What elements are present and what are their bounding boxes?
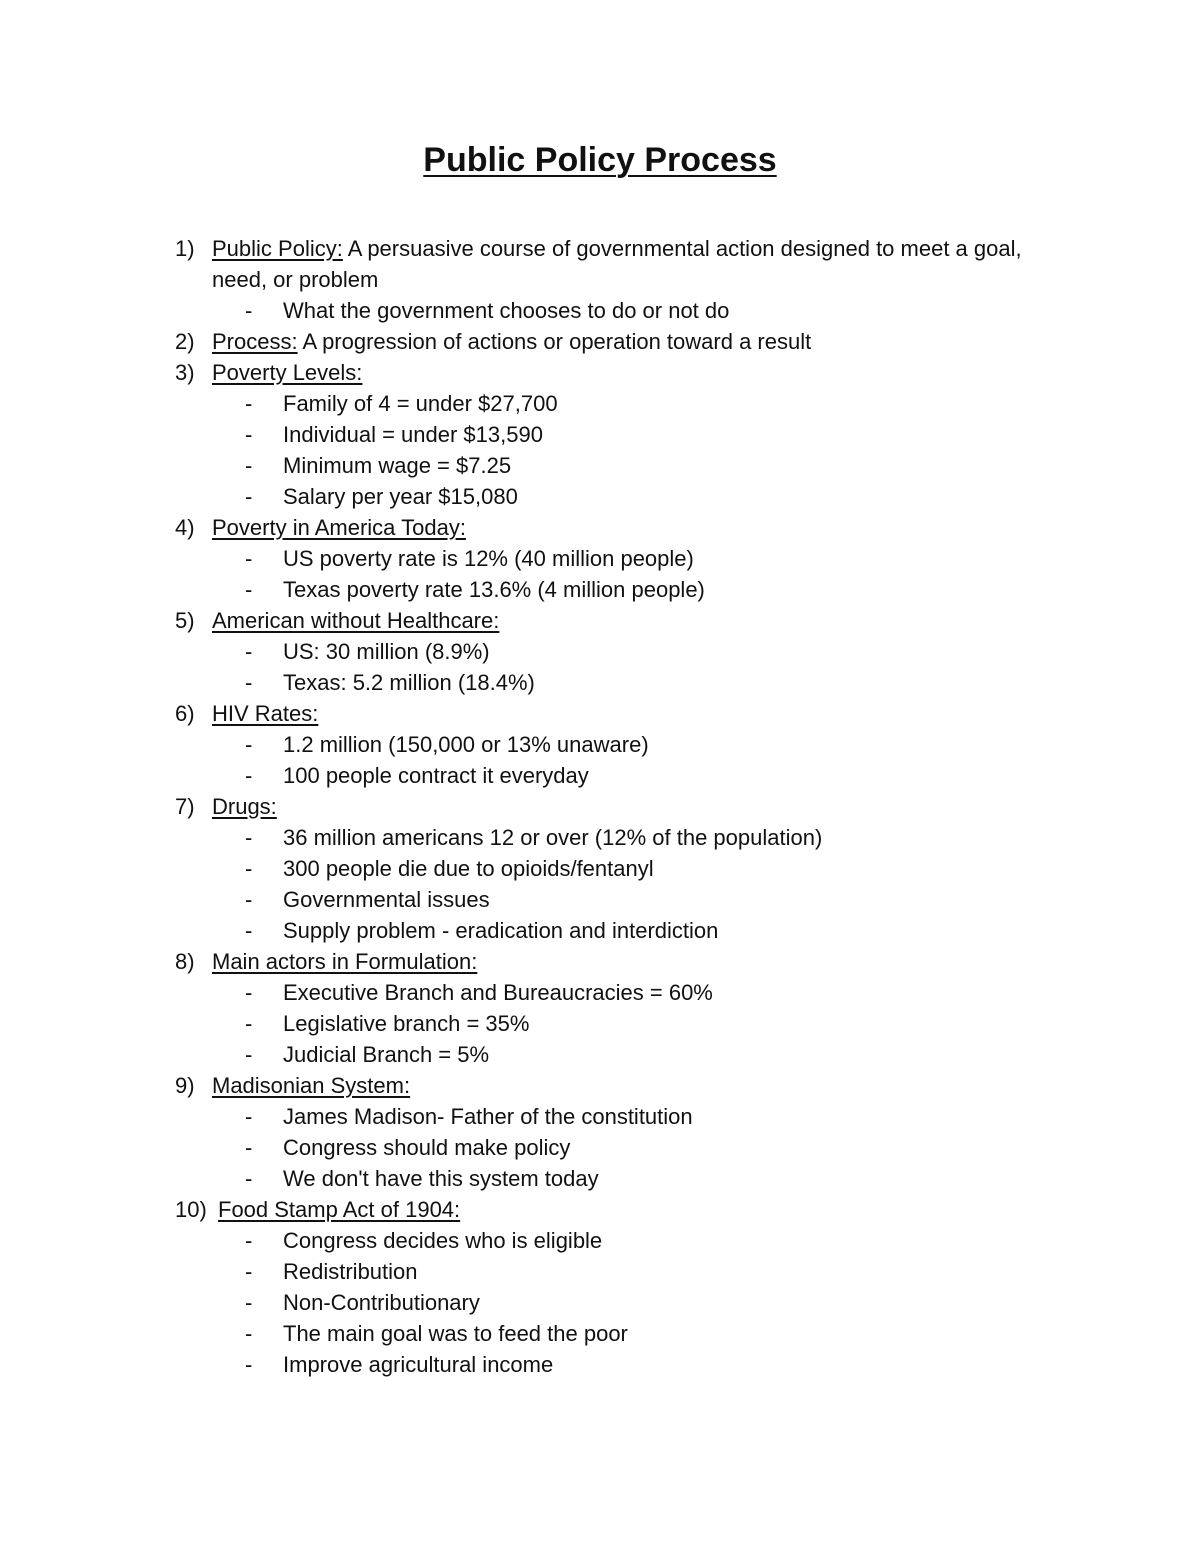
sub-item (0, 543, 1200, 574)
item-number: 6) (175, 701, 195, 726)
sub-item (0, 1287, 1200, 1318)
sub-item-text: US poverty rate is 12% (40 million people) (283, 546, 694, 571)
dash-bullet: - (245, 1290, 253, 1315)
sub-item-text: Minimum wage = $7.25 (283, 453, 512, 478)
item-number: 9) (175, 1073, 195, 1098)
item-number: 10) (175, 1197, 207, 1222)
sub-item (0, 667, 1200, 698)
dash-bullet: - (245, 453, 253, 478)
dash-bullet: - (245, 918, 253, 943)
sub-item (0, 295, 1200, 326)
dash-bullet: - (245, 670, 253, 695)
dash-bullet: - (245, 484, 253, 509)
item-number: 5) (175, 608, 195, 633)
sub-item (0, 1101, 1200, 1132)
dash-bullet: - (245, 732, 253, 757)
notes-list (0, 233, 1200, 1380)
sub-item-text: 36 million americans 12 or over (12% of the population) (283, 825, 823, 850)
sub-item-text: Non-Contributionary (283, 1290, 480, 1315)
sub-item-text: Supply problem - eradication and interdiction (283, 918, 719, 943)
sub-item (0, 853, 1200, 884)
list-item (0, 946, 1200, 977)
list-item (0, 698, 1200, 729)
sub-item-text: Improve agricultural income (283, 1352, 554, 1377)
sub-item-text: Legislative branch = 35% (283, 1011, 530, 1036)
sub-item-text: US: 30 million (8.9%) (283, 639, 490, 664)
sub-item-text: Judicial Branch = 5% (283, 1042, 490, 1067)
sub-item-text: Individual = under $13,590 (283, 422, 543, 447)
sub-item-text: Executive Branch and Bureaucracies = 60% (283, 980, 713, 1005)
list-item (0, 233, 1200, 295)
list-item (0, 357, 1200, 388)
sub-item (0, 419, 1200, 450)
item-term: HIV Rates: (212, 701, 319, 726)
dash-bullet: - (245, 1352, 253, 1377)
dash-bullet: - (245, 1321, 253, 1346)
sub-item (0, 1039, 1200, 1070)
item-number: 8) (175, 949, 195, 974)
dash-bullet: - (245, 298, 253, 323)
dash-bullet: - (245, 1104, 253, 1129)
list-item (0, 1070, 1200, 1101)
sub-item (0, 1349, 1200, 1380)
dash-bullet: - (245, 1135, 253, 1160)
item-definition: A progression of actions or operation toward a result (297, 329, 812, 354)
sub-item (0, 822, 1200, 853)
dash-bullet: - (245, 825, 253, 850)
item-term: Madisonian System: (212, 1073, 411, 1098)
list-item (0, 791, 1200, 822)
sub-item-text: 100 people contract it everyday (283, 763, 589, 788)
sub-item (0, 636, 1200, 667)
item-term: American without Healthcare: (212, 608, 500, 633)
list-item (0, 326, 1200, 357)
sub-item (0, 1163, 1200, 1194)
item-number: 7) (175, 794, 195, 819)
sub-item-text: 1.2 million (150,000 or 13% unaware) (283, 732, 649, 757)
item-term: Main actors in Formulation: (212, 949, 478, 974)
dash-bullet: - (245, 1259, 253, 1284)
sub-item (0, 1008, 1200, 1039)
sub-item (0, 1318, 1200, 1349)
sub-item (0, 481, 1200, 512)
sub-item (0, 1132, 1200, 1163)
sub-item-text: What the government chooses to do or not do (283, 298, 730, 323)
sub-item-text: Texas poverty rate 13.6% (4 million people) (283, 577, 705, 602)
sub-item-text: Texas: 5.2 million (18.4%) (283, 670, 535, 695)
sub-item-text: 300 people die due to opioids/fentanyl (283, 856, 654, 881)
item-term: Food Stamp Act of 1904: (218, 1197, 461, 1222)
item-term: Poverty in America Today: (212, 515, 466, 540)
dash-bullet: - (245, 546, 253, 571)
sub-item (0, 884, 1200, 915)
sub-item (0, 1225, 1200, 1256)
sub-item-text: Family of 4 = under $27,700 (283, 391, 558, 416)
dash-bullet: - (245, 577, 253, 602)
dash-bullet: - (245, 422, 253, 447)
item-number: 2) (175, 329, 195, 354)
sub-item-text: Governmental issues (283, 887, 490, 912)
sub-item-text: We don't have this system today (283, 1166, 599, 1191)
sub-item (0, 574, 1200, 605)
sub-item-text: Redistribution (283, 1259, 418, 1284)
dash-bullet: - (245, 639, 253, 664)
item-number: 3) (175, 360, 195, 385)
dash-bullet: - (245, 1011, 253, 1036)
dash-bullet: - (245, 763, 253, 788)
sub-item-text: Congress decides who is eligible (283, 1228, 603, 1253)
dash-bullet: - (245, 1042, 253, 1067)
sub-item-text: James Madison- Father of the constitution (283, 1104, 693, 1129)
dash-bullet: - (245, 887, 253, 912)
sub-item (0, 977, 1200, 1008)
sub-item-text: The main goal was to feed the poor (283, 1321, 628, 1346)
sub-item-text: Salary per year $15,080 (283, 484, 518, 509)
item-term: Poverty Levels: (212, 360, 363, 385)
sub-item (0, 915, 1200, 946)
sub-item (0, 729, 1200, 760)
page-title: Public Policy Process (423, 141, 777, 179)
sub-item (0, 760, 1200, 791)
list-item (0, 1194, 1200, 1225)
item-number: 1) (175, 236, 195, 261)
item-number: 4) (175, 515, 195, 540)
item-term: Drugs: (212, 794, 277, 819)
sub-item (0, 388, 1200, 419)
dash-bullet: - (245, 391, 253, 416)
dash-bullet: - (245, 980, 253, 1005)
dash-bullet: - (245, 1228, 253, 1253)
dash-bullet: - (245, 856, 253, 881)
dash-bullet: - (245, 1166, 253, 1191)
item-definition: A persuasive course of governmental action designed to meet a goal, need, or problem (212, 236, 1022, 292)
sub-item-text: Congress should make policy (283, 1135, 571, 1160)
item-term: Public Policy: (212, 236, 343, 261)
sub-item (0, 1256, 1200, 1287)
list-item (0, 605, 1200, 636)
sub-item (0, 450, 1200, 481)
list-item (0, 512, 1200, 543)
item-term: Process: (212, 329, 298, 354)
